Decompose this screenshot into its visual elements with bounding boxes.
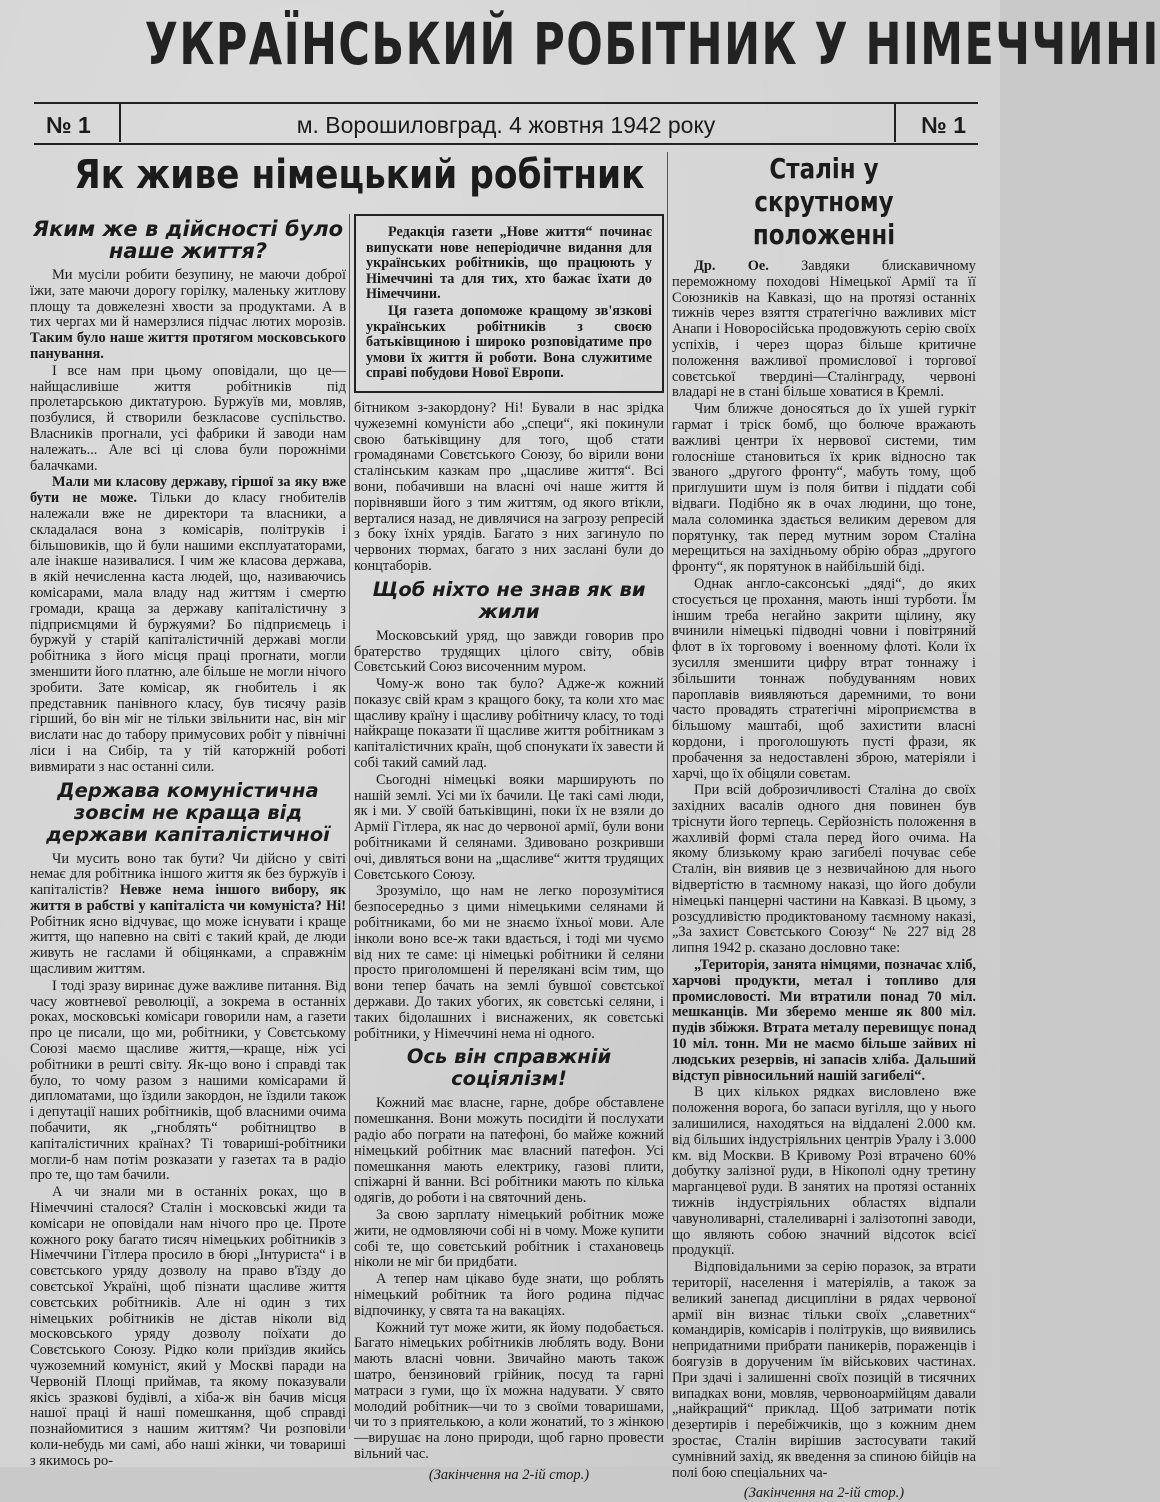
middle-continued-note: (Закінчення на 2-ій стор.) — [428, 1466, 590, 1483]
left-paragraph: І все нам при цьому оповідали, що це—найщасливіше життя робітників під пролетарською диктатурою. Буржуїв ми, мовляв, позбулися, й створили безкласове суспільство. Власників прогнали, усі фабрики й заводи нам належать... Але всі ці слова були порожніми балачками. — [30, 362, 346, 474]
right-paragraph: При всій доброзичливості Сталіна до своїх західних васалів одного дня повинен був тріснути його терпець. Серйозність положення в жахливій формі стала перед його очима. На якому близькому краю загибелі почуває себе Сталін, він виявив це з незвичайною для нього відвертістю в таємному наказі, що його добули німецькі панцерні частини на Кавказі. В цьому, з розсудливістю продиктованому таємному наказі, „За захист Совєтського Союзу“ № 227 від 28 липня 1942 р. сказано дословно таке: — [672, 782, 976, 957]
editorial-notice-box — [354, 214, 664, 393]
left-p4-bold: Невже нема іншого вибору, як життя в рабстві у капіталіста чи комуніста? Ні! — [30, 882, 346, 914]
right-p1-text: Завдяки блискавичному переможному походові Німецької Армії та її Союзників на Кавказі, що на протязі останніх тижнів через взяття стратегічно важливих міст Анапи і Новоросійська продовжують серію своїх успіхів, і через щораз більше критичне положення важливої промислової і торгової совєтської твердині—Сталінграду, червоні владарі не в стані більше ховатися в Кремлі. — [672, 258, 976, 401]
dateline-divider-right — [894, 104, 896, 142]
right-continued-note: (Закінчення на 2-ій стор.) — [743, 1485, 905, 1502]
left-p3-bold: Мали ми класову державу, гіршої за яку вже бути не може. — [30, 474, 346, 507]
left-p1-text: Ми мусіли робити безупину, не маючи доброї їжи, зате маючи дорогу горілку, маленьку житлову площу та довжелезні хвости за продуктами. А в тих чергах ми й намерзлися підчас лютих морозів. — [30, 267, 346, 331]
right-paragraph — [672, 259, 976, 401]
right-column — [672, 152, 976, 1502]
masthead-title: УКРАЇНСЬКИЙ РОБІТНИК У НІМЕЧЧИНІ — [144, 10, 1160, 78]
left-heading-2: Держава комуністична зовсім не краща від держави капіталістичної — [46, 778, 330, 846]
middle-paragraph: Зрозуміло, що нам не легко порозумітися безпосередньо з цими німецькими селянами й робітниками, бо ми не знаємо їхньої мови. Але інколи воно все-ж таки вдається, і тоді ми чуємо від них те саме: ці німецькі робітники й селяни просто приголомшені й перелякані всім тим, що вони тепер бачать на землі бувшої совєтської держави. До таких убогих, як совєтські селяни, і таких бідолашних і виснажених, як совєтські робітники, у Німеччині нема ні одного. — [354, 883, 664, 1042]
left-p4-text: Чи мусить воно так бути? Чи дійсно у світі немає для робітника іншого життя як без буржуїв і капіталістів? — [30, 850, 346, 899]
right-paragraph: Однак англо-саксонські „дяді“, до яких стосується це прохання, мають інші турботи. Їм іншим треба негайно закрити щілину, яку вчинили німецькі підводні човни і повітряний флот в їх торговому і военному флоті. Коли їх зусилля зменшити цифру втрат тоннажу і збільшити тоннаж побудуванням нових пароплавів виявляються даремними, то вони часто провадять стратегічні міроприємства в більшому маштабі, щоб захистити власні кордони, і проголошують пусті фрази, як пробачення за недоставлені зброю, матеріяли і харчі, що їх обіцяли совєтам. — [672, 575, 976, 782]
middle-paragraph: бітником з-закордону? Ні! Бували в нас зрідка чужеземні комуністи або „специ“, які покинули свою батьківщину для того, щоб стати громадянами Совєтського Союзу, бо вірили вони сталінським казкам про „щасливе життя“. Всі вони, побачивши на власні очі наше життя й порівнявши його з тим життям, од якого втікли, верталися назад, не дивлячися на загрозу репресій з боку їхніх урядів. Багато з них загинуло по червоних тюрмах, багато з них заслані були до концтаборів. — [354, 399, 664, 574]
notice-paragraph: Редакція газети „Нове життя“ починає випускати нове неперіодичне видання для українських робітників, що працюють у Німеччині та для тих, хто бажає їхати до Німеччини. — [366, 224, 652, 303]
middle-paragraph: Сьогодні німецькі вояки марширують по нашій землі. Усі ми їх бачили. Це такі самі люди, як і ми. У своїй батьківщині, поки їх не взяли до Армії Гітлера, як нас до червоної армії, були вони робітниками й селянами. Здивовано розкривши очі, дивляться вони на „щасливе“ життя трудящих Совєтського Союзу. — [354, 771, 664, 883]
right-headline: Сталін у скрутному положенні — [752, 152, 896, 251]
right-quote: „Територія, занята німцями, позначає хліб, харчові продукти, метал і топливо для промисловості. Ми втратили понад 70 міл. мешканців. Ми зберемо менше як 800 міл. пудів збіжжя. Втрата металу перевищує понад 10 міл. тонн. Ми не маємо більше зайвих ні людських резервів, ні запасів хліба. Дальший відступ рівносильний нашій загибелі“. — [672, 957, 976, 1084]
middle-paragraph: А тепер нам цікаво буде знати, що роблять німецький робітник та його родина підчас відпочинку, у свята та на вакаціях. — [354, 1271, 664, 1319]
middle-paragraph: Московський уряд, що завжди говорив про братерство трудящих цілого світу, обвів Совєтський Союз височенним муром. — [354, 627, 664, 676]
middle-paragraph: Кожний має власне, гарне, добре обставлене помешкання. Вони можуть посидіти й послухати радіо або пограти на патефоні, бо майже кожний німецький робітник має власний патефон. Усі помешкання мають електрику, газові плити, спіжарні й ванни. Всі робітники мають по кілька одягів, до роботи і на святочний день. — [354, 1095, 664, 1207]
column-divider-right — [667, 152, 668, 1429]
left-paragraph — [30, 268, 346, 363]
middle-paragraph: Кожний тут може жити, як йому подобається. Багато німецьких робітників люблять воду. Вони мають власні човни. Звичайно мають також шатро, бензиновий грійник, посуд та гарні матраси з гуми, що їх можна надувати. У свято молодий робітник—чи то з своїми товаришами, чи то з приятелькою, а коли жонатий, то з жінкою—вирушає на лоно природи, щоб гарно провести вільний час. — [354, 1319, 664, 1462]
left-column — [30, 214, 346, 1469]
middle-heading-1: Щоб ніхто не знав як ви жили — [372, 577, 646, 623]
column-divider-left — [349, 214, 350, 1429]
left-p3-text: Тільки до класу гнобителів належали вже не директори та власники, а складалася вона з комісарів, політруків і більшовиків, що й були нашими експлуататорами, але інакше називалися. І чим же класова держава, в якій нечисленна каста людей, що, називаючись комісарами, мала владу над життям і смертю громади, краща за державу капіталістичну з підприємцями й буржуями? Бо підприємець і буржуй у старій капіталістичній державі могли робітника з його місця праці прогнати, могли зменшити його платню, але більше не могли нічого зробити. Зате комісар, як гнобитель і як представник панівного класу, був тисячу разів гірший, бо він міг не тільки звільнити нас, він міг вислати нас до табору примусових робіт у північні ліси і на Сибір, та у тій каторжній роботі вивмирати з нас останні сили. — [30, 490, 346, 775]
left-paragraph — [30, 475, 346, 775]
left-p1-bold: Таким було наше життя протягом московського панування. — [30, 330, 346, 362]
right-paragraph: В цих кількох рядках висловлено вже положення ворога, бо запаси вугілля, що у нього залишилися, находяться на віддалені 2.000 км. від більших індустріяльних центрів Уралу і 3.000 км. від Москви. В Кривому Розі втрачено 60% добутку залізної руди, в Нікополі одну третину марганцевої руди. В занятих на протязі останніх тижнів індустріяльних областях відпали чавуноливарні, сталеливарні і залізотопні заводи, що являють собою значний відсоток всієї продукції. — [672, 1084, 976, 1259]
middle-heading-2: Ось він справжній соціялізм! — [406, 1045, 612, 1091]
masthead-rule-bottom — [34, 143, 978, 145]
left-heading-1: Яким же в дійсності було наше життя? — [32, 217, 344, 263]
notice-paragraph: Ця газета допоможе кращому зв'язкові українських робітників з своєю батьківщиною і широко розповідатиме про умови їх життя й роботи. Вона служитиме справі побудови Нової Европи. — [366, 302, 652, 382]
middle-paragraph: За свою зарплату німецький робітник може жити, не одмовляючи собі ні в чому. Може купити собі те, що совєтський робітник і стахановець ніколи не міг би придбати. — [354, 1207, 664, 1271]
left-paragraph: І тоді зразу виринає дуже важливе питання. Від часу жовтневої революції, а зокрема в останніх роках, московські комісари говорили нам, а газети про це писали, що ми, робітники, у Совєтському Союзі маємо щасливе життя,—краще, ніж усі робітники в решті світу. Як-що воно і справді так було, то чому разом з нашими комісарами й дипломатами, що їздили закордон, не їздили також і депутації наших робітників, щоб власними очима побачити, як „гноблять“ робітництво в капіталістичних країнах? Ті товариші-робітники могли-б нам потім розказати у газетах та в радіо про те, що там бачили. — [30, 977, 346, 1184]
issue-date: м. Ворошиловград. 4 жовтня 1942 року — [296, 112, 716, 138]
middle-paragraph: Чому-ж воно так було? Адже-ж кожний показує свій крам з кращого боку, та коли хто має щасливу країну і щасливу робітничу класу, то тоді найкраще показати її щасливе життя робітникам з капіталістичних країн, щоб спонукати їх завести й собі такий самий лад. — [354, 676, 664, 772]
issue-number-right: № 1 — [921, 112, 966, 138]
left-paragraph: А чи знали ми в останніх роках, що в Німеччині сталося? Сталін і московські жиди та комісари не оповідали нам нічого про це. Проте кожного року багато тисяч німецьких робітників з Німеччини Гітлера просило в бюрі „Інтуриста“ і в совєтського уряду дозволу на право в'їзду до совєтської Україні, щоб пізнати щасливе життя совєтських робітників. Але ні один з тих німецьких робітників не дістав ніколи від московського уряду дозволу поїхати до Совєтського Союзу. Рідко коли приїздив якийсь чужоземний комуніст, який у Москві паради на Червоній Площі приймав, та якому показували якісь зразкові будівлі, а хіба-ж він бачив місця нашої праці й наші помешкання, щоб справді познайомитися з нашим життям? Чи розповіли коли-небудь ми самі, або наші жінки, чи товариші з якимось ро- — [30, 1184, 346, 1469]
right-byline: Др. Ое. — [694, 258, 769, 274]
issue-number-left: № 1 — [46, 112, 91, 138]
right-paragraph: Відповідальними за серію поразок, за втрати території, населення і матеріялів, а також за великий занепад дисципліни в рядах червоної армії він визнає тільки своїх „славетних“ командирів, комісарів і політруків, що виявились непридатними прибрати паникерів, пораженців і боягузів в дорученим їм військових частинах. При здачі і залишенні своїх позицій в тисячних випадках вони, мовляв, червоноармійцям давали „найкращий“ приклад. Щоб затримати потік дезертирів і перебіжчиків, що з кожним днем зростає, Сталін вирішив застосувати такий сумнівний захід, як введення за спиною бійців на полі бою спеціальних ча- — [672, 1259, 976, 1481]
left-paragraph — [30, 852, 346, 978]
middle-column — [354, 214, 664, 1483]
main-headline: Як живе німецький робітник — [74, 152, 645, 198]
right-paragraph: Чим ближче доносяться до їх ушей гуркіт гармат і тріск бомб, що болюче вражають важливі центри їх нервової системи, тим голосніше становиться їх крик відносно так званого „другого фронту“, мабуть тому, щоб приглушити шум із поля битви і піддати собі відваги. Подібно як в очах людини, що тоне, мала соломинка здається великим деревом для порятунку, так перед мутним зором Сталіна мерещиться на західньому обрію образ „другого фронту“, як порятунок в найбільшій біді. — [672, 401, 976, 576]
left-p4-end: Робітник ясно відчуває, що може існувати і краще життя, що напевно на світі є такий край, де люди живуть не гаслами й обіцянками, а справжнім щасливим життям. — [30, 913, 346, 978]
dateline — [34, 104, 978, 144]
